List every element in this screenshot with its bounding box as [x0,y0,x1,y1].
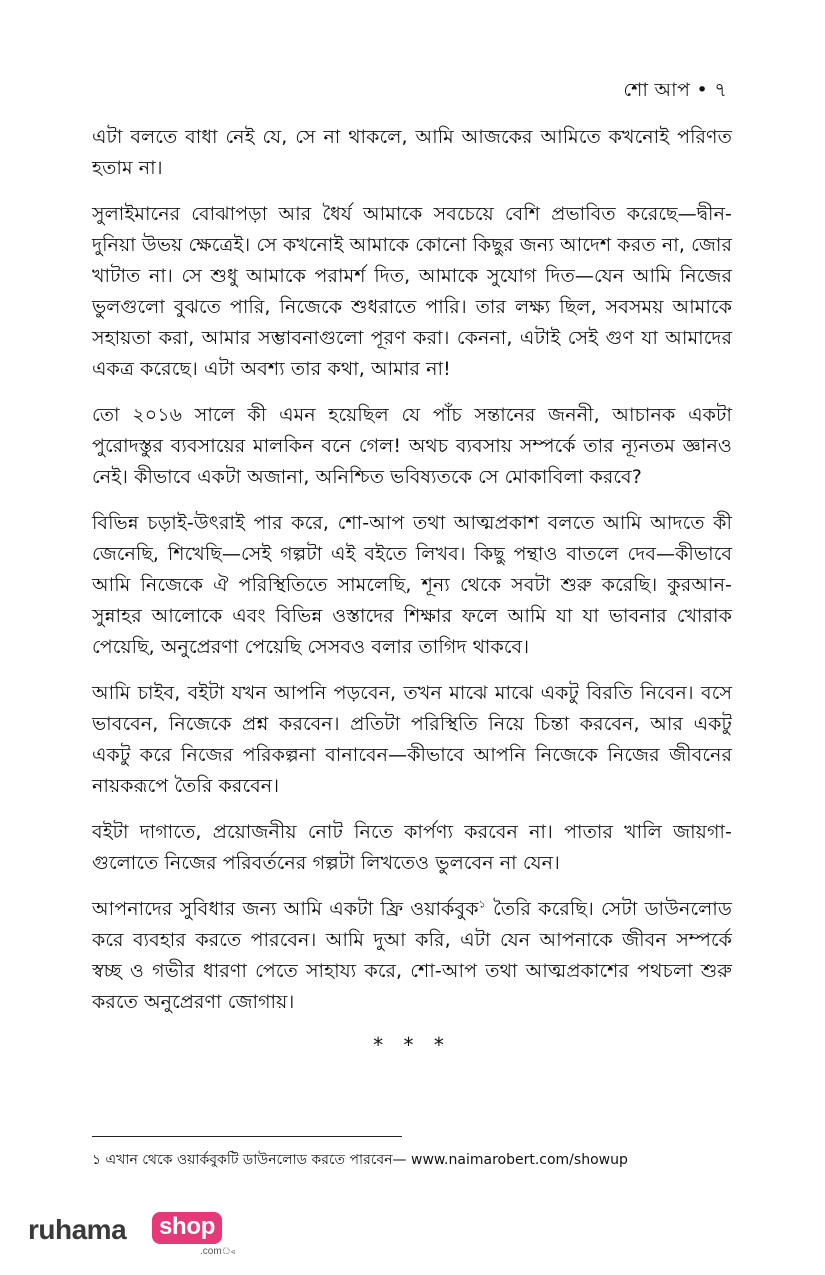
paragraph: বইটা দাগাতে, প্রয়োজনীয় নোট নিতে কার্পণ্য করবেন না। পাতার খালি জায়গা-গুলোতে নিজের পরিবর্তনের গল্পটা লিখতেও ভুলবেন না যেন। [92,821,732,874]
paragraph: আমি চাইব, বইটা যখন আপনি পড়বেন, তখন মাঝে মাঝে একটু বিরতি নিবেন। বসে ভাববেন, নিজেকে প্রশ্ন করবেন। প্রতিটা পরিস্থিতি নিয়ে চিন্তা করবেন, আর একটু একটু করে নিজের পরিকল্পনা বানাবেন—কীভাবে আপনি নিজেকে নিজের জীবনের নায়করূপে তৈরি করবেন। [92,682,732,797]
paragraph-with-footnote [92,894,732,1018]
paragraph: এটা বলতে বাধা নেই যে, সে না থাকলে, আমি আজকের আমিতে কখনোই পরিণত হতাম না। [92,126,732,179]
section-separator: * * * [373,1033,451,1057]
footnote-rule [92,1136,402,1137]
logo-domain-text: .com্ব [200,1246,235,1257]
publisher-watermark-logo [28,1212,248,1256]
page-body [92,122,732,1057]
footnote-reference: ১ [478,897,486,911]
logo-brand-text: ruhama [28,1214,127,1245]
paragraph: বিভিন্ন চড়াই-উৎরাই পার করে, শো-আপ তথা আত্মপ্রকাশ বলতে আমি আদতে কী জেনেছি, শিখেছি—সেই গল্পটা এই বইতে লিখব। কিছু পন্থাও বাতলে দেব—কীভাবে আমি নিজেকে ঐ পরিস্থিতিতে সামলেছি, শূন্য থেকে সবটা শুরু করেছি। কুরআন-সুন্নাহর আলোকে এবং বিভিন্ন ওস্তাদের শিক্ষার ফলে আমি যা যা ভাবনার খোরাক পেয়েছি, অনুপ্রেরণা পেয়েছি সেসবও বলার তাগিদ থাকবে। [92,512,732,658]
paragraph: সুলাইমানের বোঝাপড়া আর ধৈর্য আমাকে সবচেয়ে বেশি প্রভাবিত করেছে—দ্বীন-দুনিয়া উভয় ক্ষেত্রেই। সে কখনোই আমাকে কোনো কিছুর জন্য আদেশ করত না, জোর খাটাত না। সে শুধু আমাকে পরামর্শ দিত, আমাকে সুযোগ দিত—যেন আমি নিজের ভুলগুলো বুঝতে পারি, নিজেকে শুধরাতে পারি। তার লক্ষ্য ছিল, সবসময় আমাকে সহায়তা করা, আমার সম্ভাবনাগুলো পূরণ করা। কেননা, এটাই সেই গুণ যা আমাদের একত্র করেছে। এটা অবশ্য তার কথা, আমার না! [92,203,732,380]
paragraph-text: তৈরি করেছি। সেটা ডাউনলোড করে ব্যবহার করতে পারবেন। আমি দুআ করি, এটা যেন আপনাকে জীবন সম্পর্কে স্বচ্ছ ও গভীর ধারণা পেতে সাহায্য করে, শো-আপ তথা আত্মপ্রকাশের পথচলা শুরু করতে অনুপ্রেরণা জোগায়। [92,898,732,1013]
running-header: শো আপ • ৭ [623,79,727,101]
footnote: ১ এখান থেকে ওয়ার্কবুকটি ডাউনলোড করতে পারবেন— www.naimarobert.com/showup [92,1152,628,1168]
paragraph-text: আপনাদের সুবিধার জন্য আমি একটা ফ্রি ওয়ার্কবুক [92,898,479,920]
paragraph: তো ২০১৬ সালে কী এমন হয়েছিল যে পাঁচ সন্তানের জননী, আচানক একটা পুরোদস্তুর ব্যবসায়ের মালকিন বনে গেল! অথচ ব্যবসায় সম্পর্কে তার ন্যূনতম জ্ঞানও নেই। কীভাবে একটা অজানা, অনিশ্চিত ভবিষ্যতকে সে মোকাবিলা করবে? [92,404,732,488]
logo-shop-badge: shop [152,1212,222,1244]
